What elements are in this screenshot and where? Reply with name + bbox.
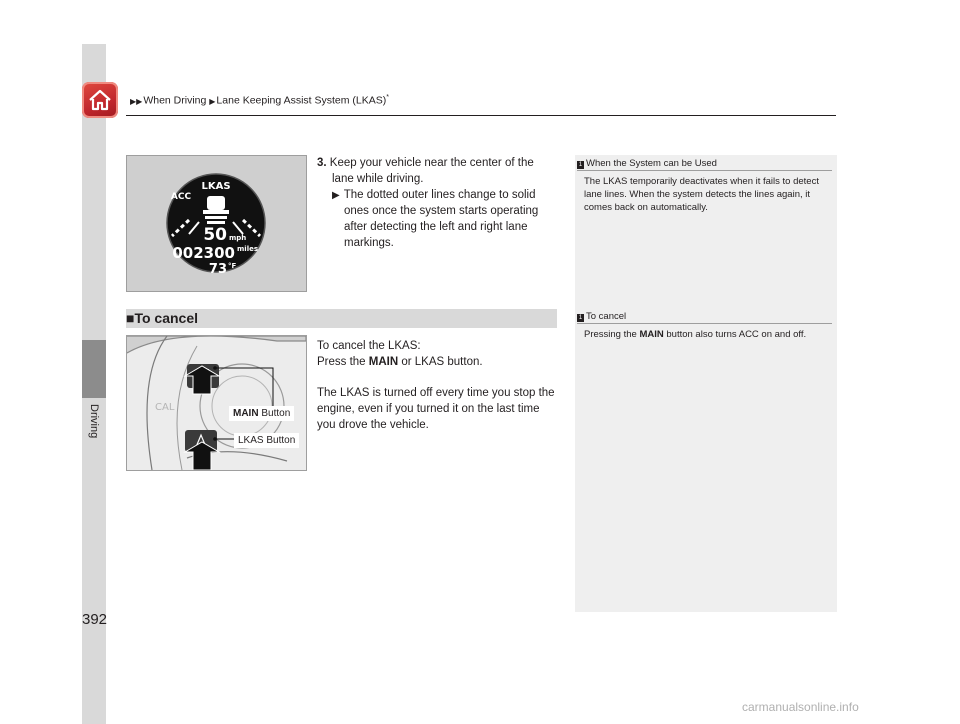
gauge-odometer-unit: miles	[237, 245, 259, 253]
note1-heading: 1 When the System can be Used	[578, 158, 717, 169]
section-marker: ■	[126, 310, 135, 326]
optional-feature-mark: *	[386, 94, 389, 101]
note-marker-icon: 1	[578, 162, 583, 168]
note2-heading: 1 To cancel	[578, 311, 627, 322]
note2-body: Pressing the MAIN button also turns ACC on and off.	[584, 329, 807, 340]
gauge-speed: 50	[203, 225, 227, 245]
note1-rule	[577, 170, 832, 171]
chapter-side-tab-marker	[82, 340, 106, 398]
cancel-note-paragraph: The LKAS is turned off every time you stop the engine, even if you turned it on the last time you drove the vehicle.	[317, 387, 555, 431]
gauge-lkas-label: LKAS	[201, 181, 231, 192]
section-title	[126, 309, 198, 328]
header-rule	[126, 115, 836, 116]
step-3	[317, 155, 552, 171]
gauge-odometer: 002300	[172, 244, 235, 262]
step-3-line2: lane while driving.	[332, 173, 424, 185]
cancel-instructions	[317, 338, 557, 370]
main-button-label: MAIN Button	[229, 406, 294, 421]
lkas-gauge-figure	[126, 155, 307, 292]
page-number: 392	[82, 611, 108, 628]
home-button[interactable]	[82, 82, 118, 118]
section-title-text: To cancel	[134, 310, 199, 326]
gauge-temperature-unit: °F	[228, 262, 237, 270]
note-marker-icon: 1	[578, 315, 583, 321]
gauge-speed-unit: mph	[229, 234, 247, 242]
breadcrumb-triangles: ▶▶	[130, 96, 143, 106]
breadcrumb-item-lkas[interactable]: Lane Keeping Assist System (LKAS)	[216, 94, 387, 107]
note1-body: The LKAS temporarily deactivates when it fails to detect lane lines. When the system detects the lines again, it comes back on automatically.	[584, 176, 819, 213]
watermark: carmanualsonline.info	[742, 700, 859, 714]
gauge-temperature: 73	[208, 262, 227, 277]
cancel-line1: To cancel the LKAS:	[317, 340, 421, 352]
substep-line1: The dotted outer lines change to solid	[343, 189, 536, 201]
breadcrumb: ▶▶When Driving ▶Lane Keeping Assist System (LKAS)*	[130, 94, 389, 107]
gauge-acc-label: ACC	[170, 192, 192, 202]
cancel-line2: Press the MAIN or LKAS button.	[317, 356, 483, 368]
substep-arrow-icon: ▶	[332, 190, 340, 201]
substep-rest: ones once the system starts operating after detecting the left and right lane markings.	[344, 205, 539, 249]
svg-text:CAL: CAL	[155, 402, 175, 413]
step-3-substep	[332, 187, 557, 204]
home-icon	[87, 87, 113, 113]
step-number: 3.	[317, 157, 327, 169]
chapter-label: Driving	[88, 404, 100, 439]
notes-panel	[575, 155, 837, 612]
breadcrumb-item-when-driving[interactable]: When Driving	[143, 94, 207, 107]
steering-wheel-buttons-figure	[126, 335, 307, 471]
step-3-line1: Keep your vehicle near the center of the	[329, 157, 534, 169]
note2-rule	[577, 323, 832, 324]
lkas-button-label: LKAS Button	[234, 433, 299, 448]
